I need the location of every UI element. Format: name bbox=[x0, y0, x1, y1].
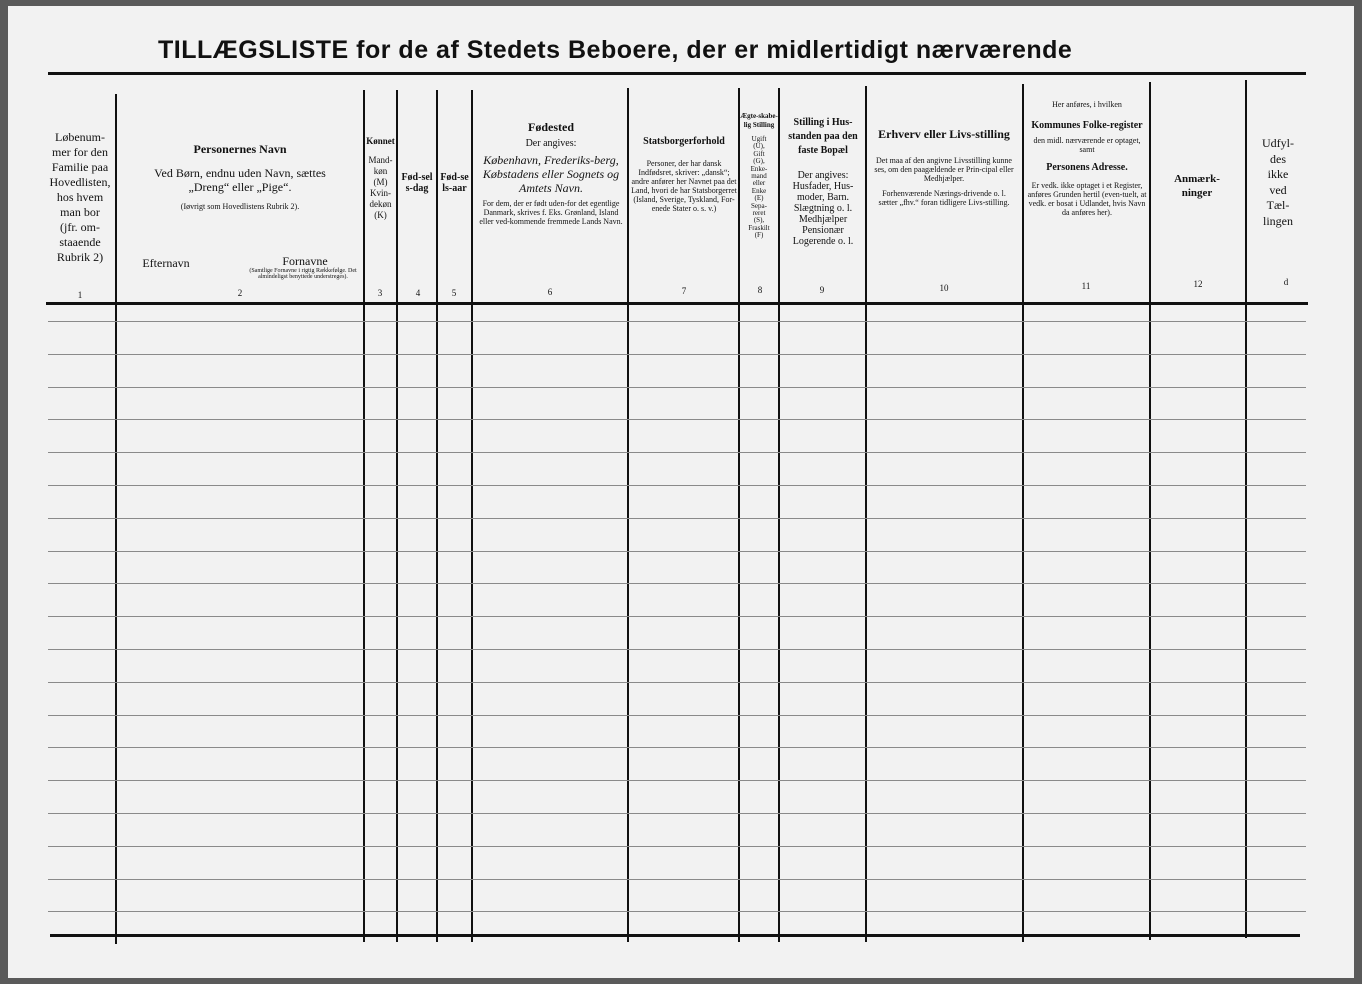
col-11-mid: den midl. nærværende er optaget, samt bbox=[1033, 136, 1141, 154]
col-number: 9 bbox=[819, 285, 825, 295]
header-rule bbox=[46, 302, 1308, 305]
col-divider-12 bbox=[1245, 80, 1247, 938]
ruled-line bbox=[48, 583, 1306, 584]
col-d-line: Udfyl- bbox=[1262, 136, 1294, 150]
col-12-header: Anmærk-ninger bbox=[1174, 173, 1220, 199]
col-8-line: Enke bbox=[751, 186, 767, 195]
col-8-line: (U), bbox=[753, 142, 765, 151]
ruled-line bbox=[48, 715, 1306, 716]
ruled-line bbox=[48, 780, 1306, 781]
col-2-sub-left: Efternavn bbox=[142, 256, 190, 270]
col-1-header bbox=[46, 130, 114, 265]
col-d-line: des bbox=[1270, 151, 1286, 166]
col-2-note: (Iøvrigt som Hovedlistens Rubrik 2). bbox=[180, 202, 300, 211]
col-divider-1 bbox=[115, 94, 117, 944]
col-divider-4 bbox=[436, 90, 438, 942]
col-5-header: Fød-sels-aar bbox=[440, 172, 469, 194]
col-6-header bbox=[476, 120, 626, 226]
ruled-line bbox=[48, 879, 1306, 880]
col-d-line: ikke bbox=[1267, 167, 1289, 181]
col-8-line: reret bbox=[752, 209, 766, 218]
col-1-line: Løbenum- bbox=[55, 130, 105, 144]
col-9-line: Logerende o. l. bbox=[792, 236, 854, 247]
col-1-line: man bor bbox=[60, 205, 100, 219]
col-number: d bbox=[1283, 277, 1289, 287]
col-1-line: staaende bbox=[59, 235, 101, 249]
col-9-line: Pensionær bbox=[802, 225, 844, 236]
ruled-line bbox=[48, 354, 1306, 355]
col-1-line: hos hvem bbox=[56, 190, 104, 204]
col-9-line: moder, Barn. bbox=[796, 192, 850, 203]
col-3-header bbox=[365, 136, 396, 221]
col-3-line: Kvin- bbox=[370, 188, 391, 198]
col-2-line: „Dreng“ eller „Pige“. bbox=[188, 180, 292, 194]
col-3-line: køn bbox=[373, 166, 388, 176]
ruled-line bbox=[48, 682, 1306, 683]
col-number: 8 bbox=[757, 285, 763, 295]
col-6-italic: København, Frederiks-berg, Købstadens eller Sognets og Amtets Navn. bbox=[482, 153, 620, 195]
col-7-header bbox=[630, 136, 738, 213]
ruled-line bbox=[48, 747, 1306, 748]
col-number: 10 bbox=[939, 283, 949, 293]
col-number: 7 bbox=[681, 286, 687, 296]
title-rule bbox=[48, 72, 1306, 75]
ruled-line bbox=[48, 813, 1306, 814]
col-number: 1 bbox=[77, 290, 83, 300]
col-9-line: Slægtning o. l. bbox=[793, 203, 853, 214]
col-1-line: Hovedlisten, bbox=[49, 175, 111, 189]
census-form-sheet bbox=[8, 6, 1354, 978]
col-11-title: Kommunes Folke-register bbox=[1031, 120, 1143, 131]
col-number: 4 bbox=[415, 288, 421, 298]
col-d-header bbox=[1248, 136, 1308, 229]
ruled-line bbox=[48, 518, 1306, 519]
col-6-small: For dem, der er født uden-for det egentlige Danmark, skrives f. Eks. Grønland, Island eller ved-kommende fremmede Lands Navn. bbox=[479, 199, 623, 226]
col-8-line: Ugift bbox=[751, 135, 767, 143]
col-8-line: (S), bbox=[753, 216, 765, 225]
col-d-line: ved bbox=[1269, 182, 1287, 197]
col-1-line: Rubrik 2) bbox=[56, 250, 104, 264]
ruled-line bbox=[48, 452, 1306, 453]
col-8-line: (F) bbox=[754, 231, 764, 240]
form-title: TILLÆGSLISTE for de af Stedets Beboere, der er midlertidigt nærværende bbox=[158, 36, 1073, 64]
col-11-top: Her anføres, i hvilken bbox=[1052, 100, 1122, 109]
col-9-line: Der angives: bbox=[797, 170, 849, 181]
col-divider-3 bbox=[396, 90, 398, 942]
col-8-line: Fraskilt bbox=[748, 223, 770, 232]
col-3-title: Kønnet bbox=[366, 136, 395, 146]
col-d-line: Tæl- bbox=[1266, 198, 1290, 212]
col-9-header bbox=[782, 116, 864, 247]
col-number: 12 bbox=[1193, 279, 1203, 289]
col-3-line: Mand- bbox=[368, 155, 393, 165]
ruled-line bbox=[48, 911, 1306, 912]
col-divider-5 bbox=[471, 90, 473, 942]
col-8-line: (E) bbox=[754, 194, 764, 203]
col-8-header bbox=[740, 112, 778, 240]
col-9-line: Medhjælper bbox=[798, 214, 848, 225]
col-11-title2: Personens Adresse. bbox=[1046, 162, 1128, 173]
col-2-sub-right-note: (Samtlige Fornavne i rigtig Rækkefølge. Det almindeligst benyttede understreges). bbox=[249, 268, 357, 280]
col-10-small2: Forhenværende Nærings-drivende o. l. sætter „fhv.“ foran tidligere Livs-stilling. bbox=[878, 189, 1010, 207]
col-2-sub-right: Fornavne bbox=[282, 254, 328, 268]
col-1-line: (jfr. om- bbox=[60, 220, 100, 234]
ruled-line bbox=[48, 321, 1306, 322]
col-number: 3 bbox=[377, 288, 383, 298]
col-11-header bbox=[1026, 100, 1148, 217]
col-d-line: lingen bbox=[1263, 213, 1293, 228]
col-3-line: (K) bbox=[374, 210, 387, 220]
ruled-line bbox=[48, 846, 1306, 847]
col-1-line: mer for den bbox=[52, 145, 108, 159]
col-number: 11 bbox=[1081, 281, 1091, 291]
ruled-line bbox=[48, 551, 1306, 552]
col-2-header bbox=[120, 142, 360, 211]
col-8-line: (G), bbox=[753, 157, 765, 166]
col-3-line: dekøn bbox=[369, 199, 392, 209]
col-8-line: eller bbox=[752, 179, 766, 188]
col-2-title: Personernes Navn bbox=[193, 142, 287, 156]
bottom-rule bbox=[50, 934, 1300, 937]
col-10-small: Det maa af den angivne Livsstilling kunne ses, om den paagældende er Prin-cipal eller Medhjælper. bbox=[874, 156, 1014, 183]
ruled-line bbox=[48, 485, 1306, 486]
col-3-line: (M) bbox=[373, 177, 388, 187]
col-8-line: mand bbox=[751, 172, 767, 181]
col-8-line: Sepa- bbox=[751, 201, 767, 210]
col-number: 6 bbox=[547, 287, 553, 297]
col-10-title: Erhverv eller Livs-stilling bbox=[878, 127, 1010, 141]
ruled-line bbox=[48, 387, 1306, 388]
col-7-title: Statsborgerforhold bbox=[643, 136, 725, 147]
col-divider-11 bbox=[1149, 82, 1151, 940]
col-1-line: Familie paa bbox=[51, 160, 109, 174]
col-9-line: Husfader, Hus- bbox=[792, 181, 854, 192]
col-9-title: Stilling i Hus-standen paa den faste Bopæl bbox=[788, 117, 858, 156]
col-6-title: Fødested bbox=[528, 120, 574, 134]
col-8-line: Enke- bbox=[750, 164, 768, 173]
col-2-line: Ved Børn, endnu uden Navn, sættes bbox=[154, 166, 326, 180]
col-6-line: Der angives: bbox=[525, 138, 577, 149]
ruled-line bbox=[48, 419, 1306, 420]
col-11-small: Er vedk. ikke optaget i et Register, anføres Grunden hertil (even-tuelt, at vedk. er bosat i Udlandet, hvis Navn da anføres her). bbox=[1027, 181, 1147, 217]
col-4-header: Fød-sels-dag bbox=[401, 172, 433, 194]
col-7-small: Personer, der har dansk Indfødsret, skriver: „dansk“; andre anfører her Navnet paa det Land, hvori de har Statsborgerret (Island, Sverige, Tyskland, For-enede Stater o. s. v.) bbox=[631, 159, 737, 213]
col-10-header bbox=[874, 126, 1014, 207]
col-number: 2 bbox=[237, 288, 243, 298]
ruled-line bbox=[48, 649, 1306, 650]
col-number: 5 bbox=[451, 288, 457, 298]
col-8-line: Gift bbox=[753, 149, 765, 158]
col-8-title: Ægte-skabe-lig Stilling bbox=[740, 112, 778, 129]
ruled-line bbox=[48, 616, 1306, 617]
